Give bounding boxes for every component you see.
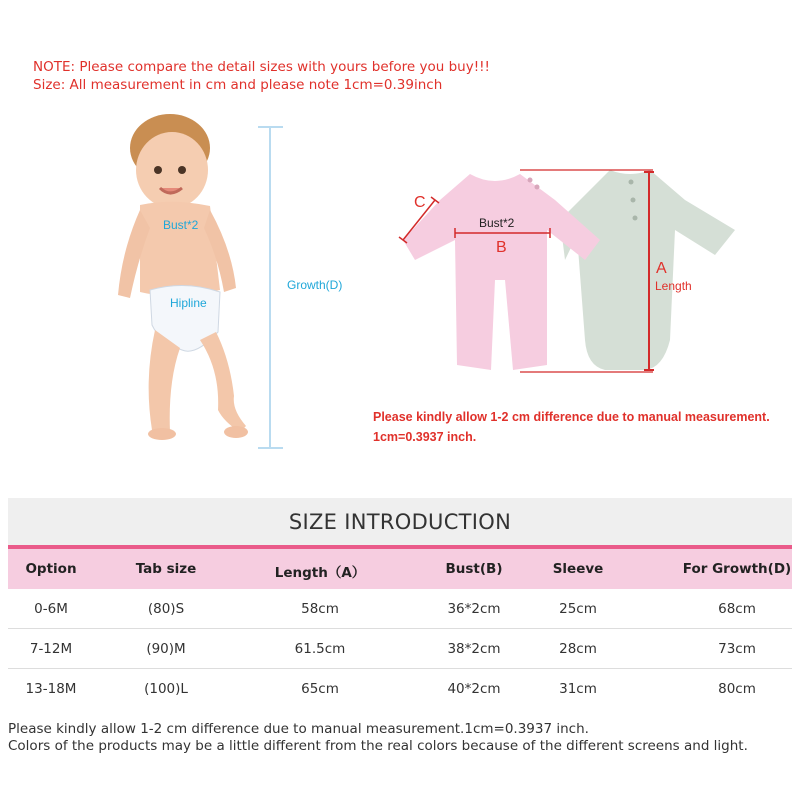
table-cell: (80)S [147,601,185,617]
row-divider [8,668,792,669]
header-length: Length（A） [274,565,366,581]
baby-figure [100,110,343,455]
footer-line-2: Colors of the products may be a little different from the real colors because of the different screens and light. [8,738,748,754]
header-tab-size: Tab size [135,561,197,577]
header-bust: Bust(B) [445,561,503,577]
table-cell: 38*2cm [447,641,501,657]
romper-bust-label: Bust*2 [479,216,515,230]
table-cell: 68cm [718,601,756,617]
baby-growth-label: Growth(D) [287,278,343,292]
footer-line-1: Please kindly allow 1-2 cm difference due to manual measurement.1cm=0.3937 inch. [8,721,589,737]
manual-note-line-2: 1cm=0.3937 inch. [373,430,477,444]
sleeve-letter-c: C [414,194,426,211]
row-divider [8,628,792,629]
table-cell: 36*2cm [447,601,501,617]
table-cell: 58cm [301,601,339,617]
size-table-title: SIZE INTRODUCTION [8,498,792,549]
baby-bust-label: Bust*2 [163,218,199,232]
table-cell: (90)M [146,641,186,657]
bust-letter-b: B [496,239,507,256]
length-label: Length [655,279,692,293]
size-table-header-row [8,549,792,589]
header-option: Option [25,561,77,577]
length-letter-a: A [656,260,667,277]
table-cell: 7-12M [29,641,73,657]
table-cell: 25cm [559,601,597,617]
table-cell: 40*2cm [447,681,501,697]
header-growth: For Growth(D) [682,561,792,577]
table-cell: 65cm [301,681,339,697]
header-sleeve: Sleeve [552,561,604,577]
table-cell: 28cm [559,641,597,657]
table-cell: 0-6M [34,601,68,617]
note-line-2: Size: All measurement in cm and please note 1cm=0.39inch [33,77,443,93]
romper-figure [395,160,755,385]
romper-illustration [395,160,755,385]
manual-note-line-1: Please kindly allow 1-2 cm difference due to manual measurement. [373,410,770,424]
table-cell: 31cm [559,681,597,697]
note-line-1: NOTE: Please compare the detail sizes with yours before you buy!!! [33,59,490,75]
table-cell: 61.5cm [294,641,346,657]
table-cell: 80cm [718,681,756,697]
baby-hip-label: Hipline [170,296,207,310]
baby-illustration [100,110,300,455]
table-cell: 13-18M [25,681,77,697]
table-cell: (100)L [144,681,188,697]
table-cell: 73cm [718,641,756,657]
